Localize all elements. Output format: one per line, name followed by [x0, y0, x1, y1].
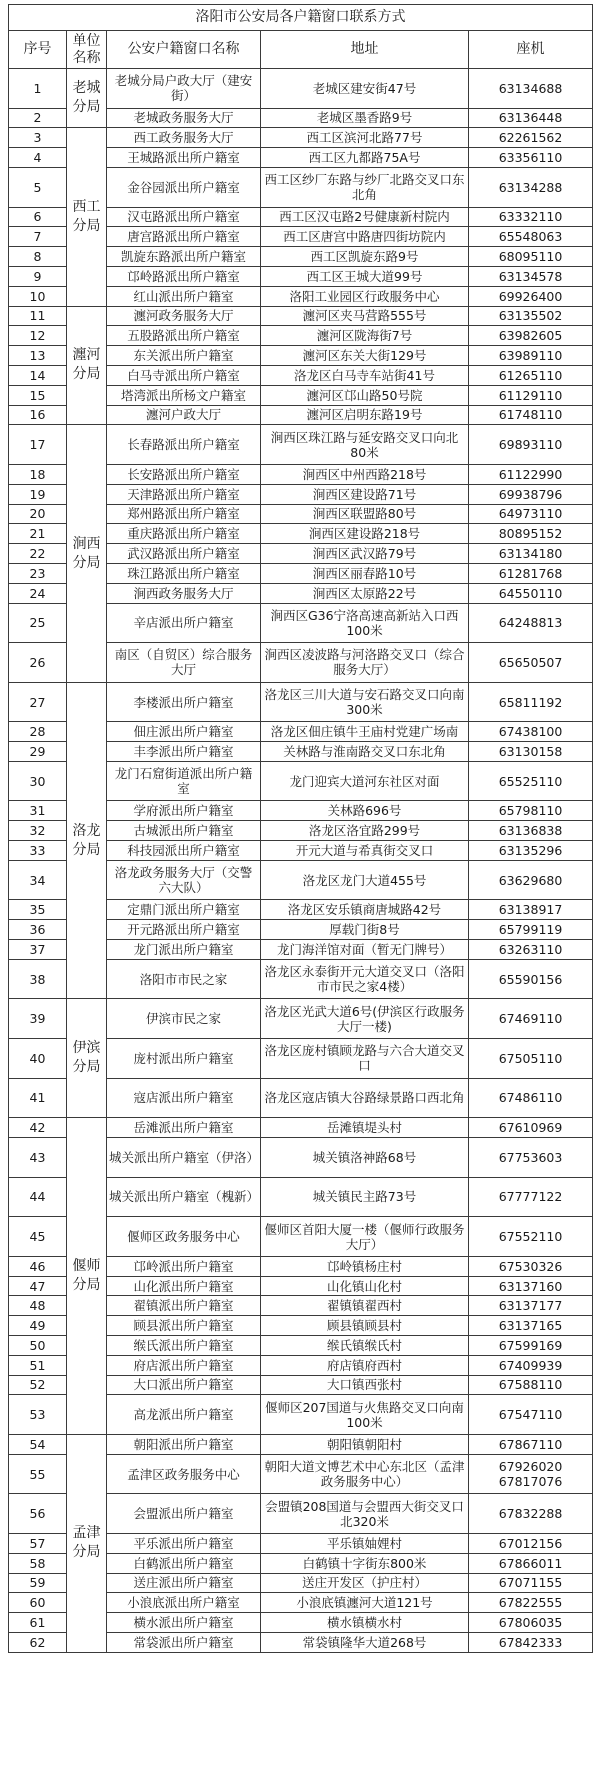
row-number: 33 — [9, 841, 67, 861]
phone-number: 63135502 — [469, 306, 593, 326]
phone-number: 64248813 — [469, 603, 593, 643]
window-name: 大口派出所户籍室 — [107, 1375, 261, 1395]
address: 西工区王城大道99号 — [261, 266, 469, 286]
row-number: 24 — [9, 583, 67, 603]
window-name: 城关派出所户籍室（伊洛） — [107, 1138, 261, 1178]
row-number: 53 — [9, 1395, 67, 1435]
window-name: 郑州路派出所户籍室 — [107, 504, 261, 524]
bureau-name — [67, 69, 107, 128]
phone-number: 63135296 — [469, 841, 593, 861]
window-name: 重庆路派出所户籍室 — [107, 524, 261, 544]
address: 洛龙区龙门大道455号 — [261, 860, 469, 900]
row-number: 28 — [9, 722, 67, 742]
row-number: 55 — [9, 1454, 67, 1494]
address: 涧西区建设路218号 — [261, 524, 469, 544]
window-name: 红山派出所户籍室 — [107, 286, 261, 306]
header-address: 地址 — [261, 31, 469, 69]
phone-number: 62261562 — [469, 128, 593, 148]
address: 朝阳镇朝阳村 — [261, 1434, 469, 1454]
address: 常袋镇隆华大道268号 — [261, 1632, 469, 1652]
phone-number: 61122990 — [469, 464, 593, 484]
window-name: 辛店派出所户籍室 — [107, 603, 261, 643]
phone-number: 63137165 — [469, 1316, 593, 1336]
phone-number: 63629680 — [469, 860, 593, 900]
window-name: 佃庄派出所户籍室 — [107, 722, 261, 742]
address: 朝阳大道文博艺术中心东北区（孟津政务服务中心） — [261, 1454, 469, 1494]
table-row — [9, 69, 593, 109]
phone-number — [469, 1454, 593, 1494]
row-number: 44 — [9, 1177, 67, 1217]
row-number: 60 — [9, 1593, 67, 1613]
window-name: 天津路派出所户籍室 — [107, 484, 261, 504]
title-row — [9, 5, 593, 31]
phone-number: 65548063 — [469, 227, 593, 247]
window-name: 瀍河政务服务大厅 — [107, 306, 261, 326]
address: 岳滩镇堤头村 — [261, 1118, 469, 1138]
phone-number: 65799119 — [469, 920, 593, 940]
window-name: 五股路派出所户籍室 — [107, 326, 261, 346]
address: 涧西区凌波路与河洛路交叉口（综合服务大厅） — [261, 643, 469, 683]
row-number: 59 — [9, 1573, 67, 1593]
row-number: 21 — [9, 524, 67, 544]
contact-table — [8, 4, 593, 1653]
row-number: 49 — [9, 1316, 67, 1336]
bureau-name — [67, 999, 107, 1118]
address: 顾县镇顾县村 — [261, 1316, 469, 1336]
phone-number: 67071155 — [469, 1573, 593, 1593]
bureau-name — [67, 425, 107, 682]
row-number: 16 — [9, 405, 67, 425]
bureau-name-line: 瀍河 — [72, 347, 101, 364]
row-number: 61 — [9, 1613, 67, 1633]
bureau-name-line: 洛龙 — [72, 822, 101, 839]
header-bureau: 单位名称 — [67, 31, 107, 69]
address: 洛龙区佃庄镇牛王庙村党建广场南 — [261, 722, 469, 742]
address: 洛龙区洛宜路299号 — [261, 821, 469, 841]
row-number: 8 — [9, 247, 67, 267]
address: 送庄开发区（护庄村） — [261, 1573, 469, 1593]
address: 涧西区建设路71号 — [261, 484, 469, 504]
window-name: 李楼派出所户籍室 — [107, 682, 261, 722]
row-number: 13 — [9, 346, 67, 366]
header-phone: 座机 — [469, 31, 593, 69]
phone-number: 63130158 — [469, 742, 593, 762]
row-number: 42 — [9, 1118, 67, 1138]
address: 缑氏镇缑氏村 — [261, 1336, 469, 1356]
address: 涧西区丽春路10号 — [261, 563, 469, 583]
phone-number: 63134180 — [469, 544, 593, 564]
phone-number: 61748110 — [469, 405, 593, 425]
address: 洛龙区庞村镇顾龙路与六合大道交叉口 — [261, 1039, 469, 1079]
window-name: 凯旋东路派出所户籍室 — [107, 247, 261, 267]
header-row — [9, 31, 593, 69]
phone-number: 67552110 — [469, 1217, 593, 1257]
row-number: 30 — [9, 761, 67, 801]
phone-number: 65798110 — [469, 801, 593, 821]
row-number: 17 — [9, 425, 67, 465]
address: 翟镇镇翟西村 — [261, 1296, 469, 1316]
phone-number: 69938796 — [469, 484, 593, 504]
row-number: 34 — [9, 860, 67, 900]
row-number: 31 — [9, 801, 67, 821]
address: 洛阳工业园区行政服务中心 — [261, 286, 469, 306]
address: 小浪底镇瀍河大道121号 — [261, 1593, 469, 1613]
row-number: 14 — [9, 365, 67, 385]
address: 西工区凯旋东路9号 — [261, 247, 469, 267]
window-name: 送庄派出所户籍室 — [107, 1573, 261, 1593]
address: 洛龙区白马寺车站街41号 — [261, 365, 469, 385]
address: 瀍河区陇海街7号 — [261, 326, 469, 346]
row-number: 56 — [9, 1494, 67, 1534]
row-number: 32 — [9, 821, 67, 841]
phone-number: 61265110 — [469, 365, 593, 385]
window-name: 洛龙政务服务大厅（交警六大队） — [107, 860, 261, 900]
bureau-name-line: 分局 — [72, 1544, 101, 1561]
window-name: 武汉路派出所户籍室 — [107, 544, 261, 564]
window-name: 东关派出所户籍室 — [107, 346, 261, 366]
phone-number: 67588110 — [469, 1375, 593, 1395]
row-number: 4 — [9, 148, 67, 168]
phone-number: 67469110 — [469, 999, 593, 1039]
address: 洛龙区三川大道与安石路交叉口向南300米 — [261, 682, 469, 722]
row-number: 2 — [9, 108, 67, 128]
window-name: 汉屯路派出所户籍室 — [107, 207, 261, 227]
row-number: 29 — [9, 742, 67, 762]
window-name: 珠江路派出所户籍室 — [107, 563, 261, 583]
row-number: 5 — [9, 167, 67, 207]
address: 洛龙区光武大道6号(伊滨区行政服务大厅一楼) — [261, 999, 469, 1039]
phone-number: 63332110 — [469, 207, 593, 227]
phone-number: 63134578 — [469, 266, 593, 286]
address: 开元大道与希真街交叉口 — [261, 841, 469, 861]
window-name: 岳滩派出所户籍室 — [107, 1118, 261, 1138]
phone-number: 65590156 — [469, 959, 593, 999]
phone-number: 67753603 — [469, 1138, 593, 1178]
phone-number: 63138917 — [469, 900, 593, 920]
window-name: 龙门石窟街道派出所户籍室 — [107, 761, 261, 801]
phone-number: 67409939 — [469, 1355, 593, 1375]
phone-number: 65650507 — [469, 643, 593, 683]
phone-number: 65525110 — [469, 761, 593, 801]
row-number: 40 — [9, 1039, 67, 1079]
bureau-name — [67, 128, 107, 306]
phone-number: 67530326 — [469, 1256, 593, 1276]
row-number: 54 — [9, 1434, 67, 1454]
phone-number: 63136448 — [469, 108, 593, 128]
window-name: 龙门派出所户籍室 — [107, 940, 261, 960]
bureau-name — [67, 306, 107, 425]
address: 邙岭镇杨庄村 — [261, 1256, 469, 1276]
address: 白鹤镇十字街东800米 — [261, 1553, 469, 1573]
phone-number: 69926400 — [469, 286, 593, 306]
phone-number: 67599169 — [469, 1336, 593, 1356]
phone-number: 63982605 — [469, 326, 593, 346]
window-name: 孟津区政务服务中心 — [107, 1454, 261, 1494]
window-name: 高龙派出所户籍室 — [107, 1395, 261, 1435]
address: 山化镇山化村 — [261, 1276, 469, 1296]
bureau-name-line: 伊滨 — [72, 1040, 101, 1057]
row-number: 51 — [9, 1355, 67, 1375]
phone-number: 67012156 — [469, 1533, 593, 1553]
row-number: 11 — [9, 306, 67, 326]
bureau-name-line: 分局 — [72, 217, 101, 234]
phone-number: 61129110 — [469, 385, 593, 405]
phone-number: 63137177 — [469, 1296, 593, 1316]
window-name: 学府派出所户籍室 — [107, 801, 261, 821]
row-number: 3 — [9, 128, 67, 148]
window-name: 横水派出所户籍室 — [107, 1613, 261, 1633]
row-number: 41 — [9, 1078, 67, 1118]
window-name: 西工政务服务大厅 — [107, 128, 261, 148]
window-name: 老城政务服务大厅 — [107, 108, 261, 128]
window-name: 金谷园派出所户籍室 — [107, 167, 261, 207]
address: 西工区汉屯路2号健康新村院内 — [261, 207, 469, 227]
phone-number: 67438100 — [469, 722, 593, 742]
address: 洛龙区寇店镇大谷路绿景路口西北角 — [261, 1078, 469, 1118]
window-name: 定鼎门派出所户籍室 — [107, 900, 261, 920]
address: 西工区滨河北路77号 — [261, 128, 469, 148]
window-name: 邙岭路派出所户籍室 — [107, 266, 261, 286]
row-number: 43 — [9, 1138, 67, 1178]
address: 西工区唐宫中路唐四街坊院内 — [261, 227, 469, 247]
window-name: 顾县派出所户籍室 — [107, 1316, 261, 1336]
phone-number: 67822555 — [469, 1593, 593, 1613]
window-name: 南区（自贸区）综合服务大厅 — [107, 643, 261, 683]
address: 关林路696号 — [261, 801, 469, 821]
address: 涧西区珠江路与延安路交叉口向北80米 — [261, 425, 469, 465]
window-name: 庞村派出所户籍室 — [107, 1039, 261, 1079]
phone-number: 68095110 — [469, 247, 593, 267]
address: 洛龙区安乐镇商唐城路42号 — [261, 900, 469, 920]
row-number: 20 — [9, 504, 67, 524]
phone-number: 64550110 — [469, 583, 593, 603]
row-number: 46 — [9, 1256, 67, 1276]
header-num: 序号 — [9, 31, 67, 69]
window-name: 常袋派出所户籍室 — [107, 1632, 261, 1652]
table-row — [9, 682, 593, 722]
window-name: 科技园派出所户籍室 — [107, 841, 261, 861]
phone-number: 67867110 — [469, 1434, 593, 1454]
address: 厚载门街8号 — [261, 920, 469, 940]
window-name: 伊滨市民之家 — [107, 999, 261, 1039]
window-name: 会盟派出所户籍室 — [107, 1494, 261, 1534]
bureau-name-line: 分局 — [72, 554, 101, 571]
phone-number: 69893110 — [469, 425, 593, 465]
phone-number: 67777122 — [469, 1177, 593, 1217]
table-row — [9, 1118, 593, 1138]
row-number: 35 — [9, 900, 67, 920]
row-number: 27 — [9, 682, 67, 722]
table-row — [9, 999, 593, 1039]
address: 偃师区首阳大厦一楼（偃师行政服务大厅） — [261, 1217, 469, 1257]
address: 横水镇横水村 — [261, 1613, 469, 1633]
phone-number: 67610969 — [469, 1118, 593, 1138]
bureau-name — [67, 682, 107, 999]
address: 会盟镇208国道与会盟西大街交叉口北320米 — [261, 1494, 469, 1534]
window-name: 王城路派出所户籍室 — [107, 148, 261, 168]
row-number: 58 — [9, 1553, 67, 1573]
window-name: 城关派出所户籍室（槐新） — [107, 1177, 261, 1217]
address: 洛龙区永泰街开元大道交叉口（洛阳市市民之家4楼） — [261, 959, 469, 999]
window-name: 开元路派出所户籍室 — [107, 920, 261, 940]
bureau-name-line: 分局 — [72, 1277, 101, 1294]
address: 涧西区联盟路80号 — [261, 504, 469, 524]
row-number: 10 — [9, 286, 67, 306]
window-name: 长春路派出所户籍室 — [107, 425, 261, 465]
address: 老城区墨香路9号 — [261, 108, 469, 128]
bureau-name-line: 分局 — [72, 366, 101, 383]
row-number: 1 — [9, 69, 67, 109]
window-name: 唐宫路派出所户籍室 — [107, 227, 261, 247]
row-number: 37 — [9, 940, 67, 960]
phone-number: 63989110 — [469, 346, 593, 366]
row-number: 9 — [9, 266, 67, 286]
bureau-name-line: 分局 — [72, 99, 101, 116]
phone-number: 63136838 — [469, 821, 593, 841]
address: 龙门迎宾大道河东社区对面 — [261, 761, 469, 801]
phone-number: 67866011 — [469, 1553, 593, 1573]
window-name: 古城派出所户籍室 — [107, 821, 261, 841]
bureau-name-line: 分局 — [72, 841, 101, 858]
bureau-name-line: 老城 — [72, 80, 101, 97]
phone-number-line: 67817076 — [498, 1474, 563, 1490]
table-row — [9, 425, 593, 465]
row-number: 45 — [9, 1217, 67, 1257]
phone-number: 80895152 — [469, 524, 593, 544]
header-window: 公安户籍窗口名称 — [107, 31, 261, 69]
row-number: 57 — [9, 1533, 67, 1553]
bureau-name-line: 涧西 — [72, 535, 101, 552]
window-name: 白马寺派出所户籍室 — [107, 365, 261, 385]
phone-number: 65811192 — [469, 682, 593, 722]
row-number: 15 — [9, 385, 67, 405]
table-row — [9, 1434, 593, 1454]
phone-number: 63137160 — [469, 1276, 593, 1296]
row-number: 47 — [9, 1276, 67, 1296]
address: 涧西区G36宁洛高速高新站入口西100米 — [261, 603, 469, 643]
row-number: 38 — [9, 959, 67, 999]
address: 瀍河区夹马营路555号 — [261, 306, 469, 326]
bureau-name-line: 西工 — [72, 198, 101, 215]
window-name: 洛阳市市民之家 — [107, 959, 261, 999]
address: 城关镇洛神路68号 — [261, 1138, 469, 1178]
row-number: 26 — [9, 643, 67, 683]
row-number: 39 — [9, 999, 67, 1039]
window-name: 平乐派出所户籍室 — [107, 1533, 261, 1553]
window-name: 寇店派出所户籍室 — [107, 1078, 261, 1118]
address: 涧西区中州西路218号 — [261, 464, 469, 484]
row-number: 18 — [9, 464, 67, 484]
bureau-name-line: 分局 — [72, 1059, 101, 1076]
window-name: 涧西政务服务大厅 — [107, 583, 261, 603]
window-name: 朝阳派出所户籍室 — [107, 1434, 261, 1454]
bureau-name-line: 孟津 — [72, 1525, 101, 1542]
phone-number: 67832288 — [469, 1494, 593, 1534]
row-number: 12 — [9, 326, 67, 346]
address: 龙门海洋馆对面（暂无门牌号） — [261, 940, 469, 960]
window-name: 府店派出所户籍室 — [107, 1355, 261, 1375]
window-name: 老城分局户政大厅（建安街） — [107, 69, 261, 109]
address: 城关镇民主路73号 — [261, 1177, 469, 1217]
phone-number: 61281768 — [469, 563, 593, 583]
phone-number: 67806035 — [469, 1613, 593, 1633]
row-number: 48 — [9, 1296, 67, 1316]
address: 大口镇西张村 — [261, 1375, 469, 1395]
phone-number-line: 67926020 — [498, 1459, 563, 1475]
bureau-name — [67, 1434, 107, 1652]
window-name: 白鹤派出所户籍室 — [107, 1553, 261, 1573]
phone-number: 67505110 — [469, 1039, 593, 1079]
address: 瀍河区启明东路19号 — [261, 405, 469, 425]
window-name: 丰李派出所户籍室 — [107, 742, 261, 762]
table-row — [9, 128, 593, 148]
phone-number: 67842333 — [469, 1632, 593, 1652]
phone-number: 64973110 — [469, 504, 593, 524]
row-number: 62 — [9, 1632, 67, 1652]
address: 老城区建安街47号 — [261, 69, 469, 109]
window-name: 塔湾派出所杨文户籍室 — [107, 385, 261, 405]
address: 瀍河区邙山路50号院 — [261, 385, 469, 405]
address: 府店镇府西村 — [261, 1355, 469, 1375]
row-number: 23 — [9, 563, 67, 583]
row-number: 50 — [9, 1336, 67, 1356]
phone-number: 63356110 — [469, 148, 593, 168]
bureau-name-line: 偃师 — [72, 1258, 101, 1275]
address: 平乐镇妯娌村 — [261, 1533, 469, 1553]
table-row — [9, 306, 593, 326]
row-number: 52 — [9, 1375, 67, 1395]
window-name: 山化派出所户籍室 — [107, 1276, 261, 1296]
phone-number: 63134688 — [469, 69, 593, 109]
bureau-name — [67, 1118, 107, 1435]
address: 涧西区太原路22号 — [261, 583, 469, 603]
window-name: 长安路派出所户籍室 — [107, 464, 261, 484]
row-number: 19 — [9, 484, 67, 504]
address: 偃师区207国道与火焦路交叉口向南100米 — [261, 1395, 469, 1435]
row-number: 36 — [9, 920, 67, 940]
address: 瀍河区东关大街129号 — [261, 346, 469, 366]
phone-number: 67547110 — [469, 1395, 593, 1435]
row-number: 6 — [9, 207, 67, 227]
row-number: 25 — [9, 603, 67, 643]
table-title: 洛阳市公安局各户籍窗口联系方式 — [9, 5, 593, 31]
window-name: 偃师区政务服务中心 — [107, 1217, 261, 1257]
window-name: 邙岭派出所户籍室 — [107, 1256, 261, 1276]
row-number: 22 — [9, 544, 67, 564]
phone-number: 63134288 — [469, 167, 593, 207]
address: 关林路与淮南路交叉口东北角 — [261, 742, 469, 762]
phone-number: 63263110 — [469, 940, 593, 960]
phone-number: 67486110 — [469, 1078, 593, 1118]
window-name: 缑氏派出所户籍室 — [107, 1336, 261, 1356]
row-number: 7 — [9, 227, 67, 247]
window-name: 小浪底派出所户籍室 — [107, 1593, 261, 1613]
window-name: 瀍河户政大厅 — [107, 405, 261, 425]
address: 涧西区武汉路79号 — [261, 544, 469, 564]
window-name: 翟镇派出所户籍室 — [107, 1296, 261, 1316]
address: 西工区纱厂东路与纱厂北路交叉口东北角 — [261, 167, 469, 207]
address: 西工区九都路75A号 — [261, 148, 469, 168]
